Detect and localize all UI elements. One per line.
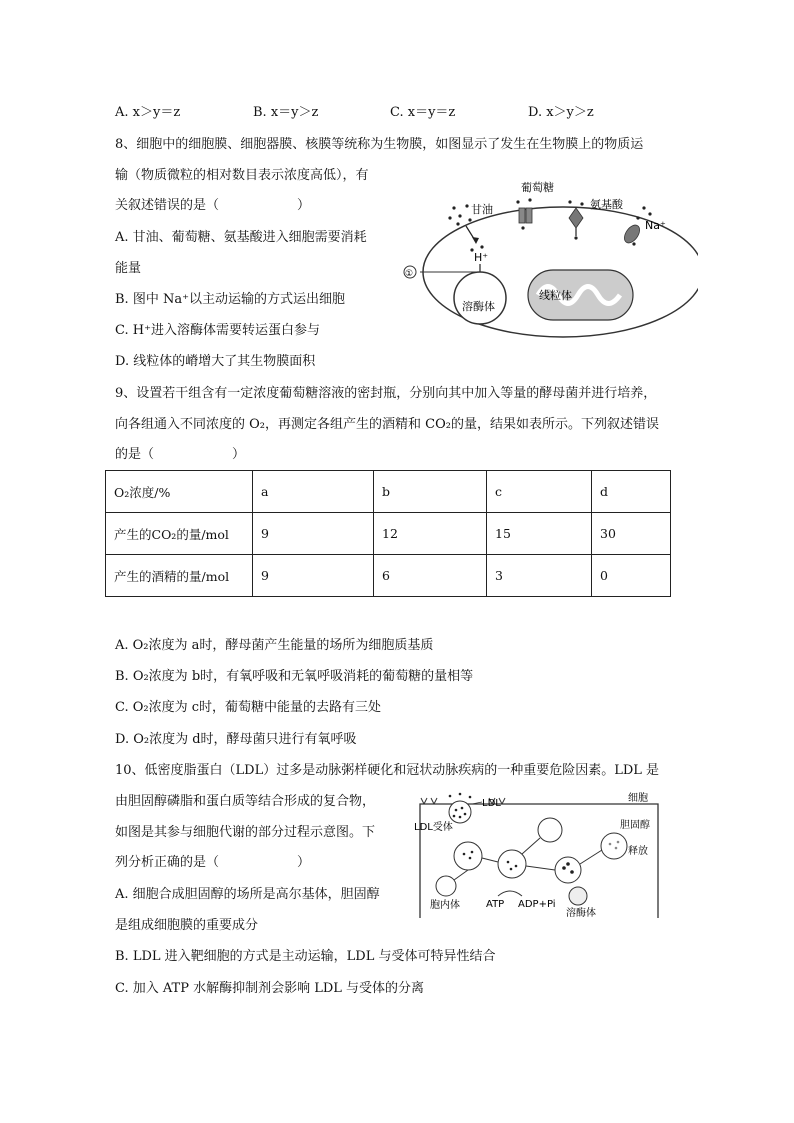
table-header-cell: O₂浓度/% bbox=[106, 471, 253, 513]
ldl-label: LDL bbox=[482, 798, 501, 809]
fused-vesicle bbox=[555, 857, 581, 883]
q9-data-table bbox=[105, 470, 671, 597]
q8-membrane-figure bbox=[398, 180, 698, 340]
q8-option-b[interactable]: B. 图中 Na⁺以主动运输的方式运出细胞 bbox=[115, 292, 345, 307]
q10-option-c[interactable]: C. 加入 ATP 水解酶抑制剂会影响 LDL 与受体的分离 bbox=[115, 981, 425, 996]
table-cell: 产生的酒精的量/mol bbox=[106, 555, 253, 597]
q8-option-a-line1[interactable]: A. 甘油、葡萄糖、氨基酸进入细胞需要消耗 bbox=[115, 230, 367, 245]
q7-option-b[interactable]: B. x＝y＞z bbox=[253, 105, 319, 120]
lysosome bbox=[454, 272, 506, 324]
recycling-vesicle bbox=[538, 818, 562, 842]
cell-label: 细胞 bbox=[628, 793, 648, 804]
q8-stem-line3: 关叙述错误的是（ ） bbox=[115, 198, 311, 213]
glycerol-arrowhead bbox=[472, 237, 479, 244]
mitochondrion-label: 线粒体 bbox=[539, 289, 572, 302]
table-cell: 15 bbox=[487, 513, 592, 555]
amino-acid-label: 氨基酸 bbox=[590, 198, 623, 211]
q9-option-a[interactable]: A. O₂浓度为 a时，酵母菌产生能量的场所为细胞质基质 bbox=[115, 638, 434, 653]
lysosome-small bbox=[569, 887, 587, 905]
uncoated-vesicle bbox=[498, 850, 526, 878]
atp-label: ATP bbox=[486, 899, 505, 910]
ldl-receptor-label: LDL受体 bbox=[414, 822, 453, 833]
glucose-carrier-protein bbox=[519, 208, 525, 223]
q10-option-a-line1[interactable]: A. 细胞合成胆固醇的场所是高尔基体，胆固醇 bbox=[115, 887, 380, 902]
sodium-label: Na⁺ bbox=[645, 219, 666, 232]
cholesterol-vesicle bbox=[601, 833, 627, 859]
table-cell: 9 bbox=[253, 513, 374, 555]
table-cell: 0 bbox=[592, 555, 671, 597]
endosome-label: 胞内体 bbox=[430, 900, 460, 911]
q10-option-a-line2: 是组成细胞膜的重要成分 bbox=[115, 918, 259, 933]
q10-option-b[interactable]: B. LDL 进入靶细胞的方式是主动运输，LDL 与受体可特异性结合 bbox=[115, 949, 496, 964]
q9-option-c[interactable]: C. O₂浓度为 c时，葡萄糖中能量的去路有三处 bbox=[115, 700, 382, 715]
table-row bbox=[106, 555, 671, 597]
q7-option-d[interactable]: D. x＞y＞z bbox=[528, 105, 594, 120]
lysosome-small-label: 溶酶体 bbox=[566, 908, 596, 919]
q9-option-d[interactable]: D. O₂浓度为 d时，酵母菌只进行有氧呼吸 bbox=[115, 732, 357, 747]
ldl-particle bbox=[449, 801, 471, 823]
proton-label: H⁺ bbox=[474, 251, 489, 264]
glucose-label: 葡萄糖 bbox=[521, 181, 554, 194]
table-cell: 9 bbox=[253, 555, 374, 597]
table-row bbox=[106, 513, 671, 555]
table-header-cell: a bbox=[253, 471, 374, 513]
lysosome-label: 溶酶体 bbox=[462, 300, 495, 313]
endosome bbox=[436, 876, 456, 896]
q8-option-c[interactable]: C. H⁺进入溶酶体需要转运蛋白参与 bbox=[115, 323, 320, 338]
table-cell: 产生的CO₂的量/mol bbox=[106, 513, 253, 555]
q8-stem-line1: 8、细胞中的细胞膜、细胞器膜、核膜等统称为生物膜，如图显示了发生在生物膜上的物质运 bbox=[115, 137, 644, 152]
sodium-channel-protein bbox=[621, 222, 642, 245]
q9-option-b[interactable]: B. O₂浓度为 b时，有氧呼吸和无氧呼吸消耗的葡萄糖的量相等 bbox=[115, 669, 474, 684]
q7-option-a[interactable]: A. x＞y＝z bbox=[115, 105, 181, 120]
q9-stem-line3: 的是（ ） bbox=[115, 447, 246, 462]
q10-stem-line1: 10、低密度脂蛋白（LDL）过多是动脉粥样硬化和冠状动脉疾病的一种重要危险因素。LDL 是 bbox=[115, 763, 660, 778]
q8-option-a-line2: 能量 bbox=[115, 261, 142, 276]
cholesterol-label: 胆固醇 bbox=[620, 820, 650, 831]
glucose-carrier-protein-2 bbox=[526, 208, 532, 223]
amino-acid-carrier-protein bbox=[569, 208, 583, 228]
table-cell: 30 bbox=[592, 513, 671, 555]
table-header-row bbox=[106, 471, 671, 513]
coated-vesicle bbox=[454, 842, 482, 870]
table-header-cell: c bbox=[487, 471, 592, 513]
table-cell: 6 bbox=[374, 555, 487, 597]
q8-stem-line2: 输（物质微粒的相对数目表示浓度高低），有 bbox=[115, 168, 369, 183]
adp-pi-label: ADP+Pi bbox=[518, 899, 556, 910]
q10-stem-line3: 如图是其参与细胞代谢的部分过程示意图。下 bbox=[115, 825, 376, 840]
table-header-cell: d bbox=[592, 471, 671, 513]
table-cell: 12 bbox=[374, 513, 487, 555]
glycerol-label: 甘油 bbox=[471, 203, 493, 216]
q10-stem-line4: 列分析正确的是（ ） bbox=[115, 855, 311, 870]
q7-option-c[interactable]: C. x＝y＝z bbox=[390, 105, 456, 120]
q10-stem-line2: 由胆固醇磷脂和蛋白质等结合形成的复合物， bbox=[115, 794, 376, 809]
table-header-cell: b bbox=[374, 471, 487, 513]
q9-stem-line1: 9、设置若干组含有一定浓度葡萄糖溶液的密封瓶，分别向其中加入等量的酵母菌并进行培养， bbox=[115, 386, 657, 401]
table-cell: 3 bbox=[487, 555, 592, 597]
q8-option-d[interactable]: D. 线粒体的嵴增大了其生物膜面积 bbox=[115, 354, 316, 369]
q7-options bbox=[115, 103, 715, 123]
q9-stem-line2: 向各组通入不同浓度的 O₂，再测定各组产生的酒精和 CO₂的量，结果如表所示。下列叙述错误 bbox=[115, 417, 659, 432]
release-label: 释放 bbox=[628, 846, 648, 857]
glycerol-particles-outside bbox=[448, 204, 471, 225]
marker-label: ① bbox=[405, 269, 414, 279]
q10-ldl-figure bbox=[410, 790, 668, 920]
ldl-dots-outside bbox=[449, 793, 472, 799]
